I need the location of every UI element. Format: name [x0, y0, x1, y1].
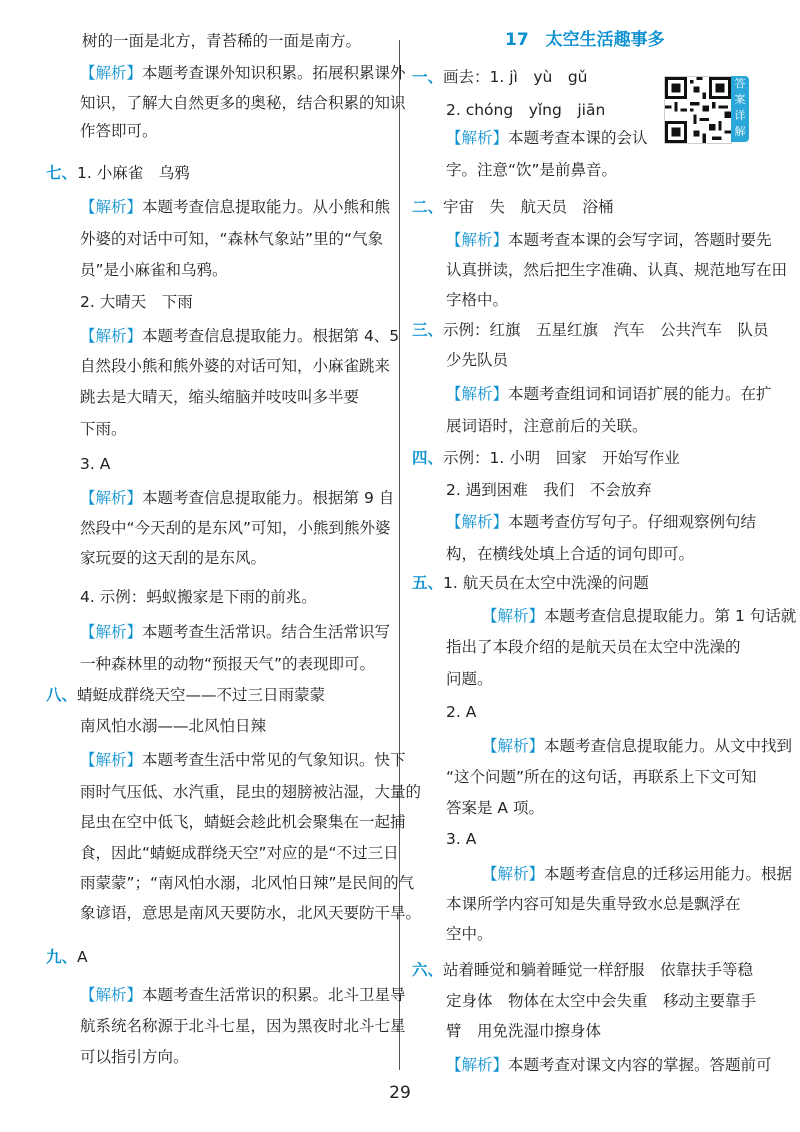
- right-line: 【解析】本题考查本课的会认: [446, 129, 648, 147]
- qr-answer-tag: 答案详解: [731, 76, 749, 142]
- right-line: 字。注意“饮”是前鼻音。: [446, 161, 618, 179]
- left-line: 七、1. 小麻雀 乌鸦: [46, 164, 190, 182]
- right-line: 二、宇宙 失 航天员 浴桶: [412, 198, 614, 216]
- left-line: 昆虫在空中低飞，蜻蜓会趁此机会聚集在一起捕: [80, 813, 406, 831]
- right-line: 【解析】本题考查组词和词语扩展的能力。在扩: [446, 385, 772, 403]
- left-line: 可以指引方向。: [80, 1048, 189, 1066]
- right-line: 【解析】本题考查信息提取能力。从文中找到: [482, 737, 793, 755]
- qr-code-icon: [664, 76, 732, 144]
- left-line: 外婆的对话中可知，“森林气象站”里的“气象: [80, 230, 384, 248]
- left-line: 九、A: [46, 948, 88, 966]
- right-line: 2. chóng yǐng jiān: [446, 101, 606, 119]
- left-line: 【解析】本题考查课外知识积累。拓展积累课外: [80, 64, 406, 82]
- left-line: 4. 示例：蚂蚁搬家是下雨的前兆。: [80, 588, 317, 606]
- right-line: 3. A: [446, 830, 477, 848]
- right-line: 2. A: [446, 703, 477, 721]
- page-number: 29: [389, 1083, 411, 1103]
- right-line: 【解析】本题考查信息提取能力。第 1 句话就: [482, 607, 797, 625]
- right-line: 本课所学内容可知是失重导致水总是飘浮在: [446, 895, 741, 913]
- left-line: 【解析】本题考查生活中常见的气象知识。快下: [80, 751, 406, 769]
- right-line: 臂 用免洗湿巾擦身体: [446, 1022, 602, 1040]
- left-line: 【解析】本题考查信息提取能力。根据第 4、5: [80, 327, 400, 345]
- left-line: 【解析】本题考查信息提取能力。根据第 9 自: [80, 489, 395, 507]
- right-line: “这个问题”所在的这句话，再联系上下文可知: [446, 768, 757, 786]
- right-line: 指出了本段介绍的是航天员在太空中洗澡的: [446, 638, 741, 656]
- left-line: 雨蒙蒙”；“南风怕水溺，北风怕日辣”是民间的气: [80, 874, 415, 892]
- right-line: 问题。: [446, 670, 493, 688]
- right-line: 字格中。: [446, 291, 509, 309]
- left-line: 【解析】本题考查信息提取能力。从小熊和熊: [80, 198, 391, 216]
- left-line: 员”是小麻雀和乌鸦。: [80, 261, 228, 279]
- left-line: 2. 大晴天 下雨: [80, 293, 193, 311]
- left-line: 然段中“今天刮的是东风”可知，小熊到熊外婆: [80, 519, 391, 537]
- left-line: 【解析】本题考查生活常识的积累。北斗卫星导: [80, 986, 406, 1004]
- right-line: 展词语时，注意前后的关联。: [446, 417, 648, 435]
- left-line: 雨时气压低、水汽重，昆虫的翅膀被沾湿，大量的: [80, 783, 422, 801]
- right-line: 一、画去：1. jì yù gǔ: [412, 68, 588, 86]
- left-line: 象谚语，意思是南风天要防水，北风天要防干旱。: [80, 904, 422, 922]
- right-line: 认真拼读，然后把生字准确、认真、规范地写在田: [446, 261, 788, 279]
- right-line: 三、示例：红旗 五星红旗 汽车 公共汽车 队员: [412, 321, 769, 339]
- right-line: 【解析】本题考查对课文内容的掌握。答题前可: [446, 1056, 772, 1074]
- right-line: 定身体 物体在太空中会失重 移动主要靠手: [446, 992, 757, 1010]
- left-line: 【解析】本题考查生活常识。结合生活常识写: [80, 623, 391, 641]
- right-line: 六、站着睡觉和躺着睡觉一样舒服 依靠扶手等稳: [412, 961, 754, 979]
- left-line: 下雨。: [80, 420, 127, 438]
- left-line: 食，因此“蜻蜓成群绕天空”对应的是“不过三日: [80, 844, 399, 862]
- right-line: 构，在横线处填上合适的词句即可。: [446, 545, 695, 563]
- left-line: 知识，了解大自然更多的奥秘，结合积累的知识: [80, 94, 406, 112]
- left-line: 3. A: [80, 455, 111, 473]
- left-line: 航系统名称源于北斗七星，因为黑夜时北斗七星: [80, 1017, 406, 1035]
- right-line: 少先队员: [446, 351, 509, 369]
- right-line: 空中。: [446, 925, 493, 943]
- right-line: 四、示例：1. 小明 回家 开始写作业: [412, 449, 680, 467]
- right-line: 答案是 A 项。: [446, 799, 544, 817]
- left-line: 跳去是大晴天，缩头缩脑并吱吱叫多半要: [80, 388, 360, 406]
- right-line: 【解析】本题考查信息的迁移运用能力。根据: [482, 865, 793, 883]
- lesson-title: 17 太空生活趣事多: [505, 30, 665, 50]
- left-line: 自然段小熊和熊外婆的对话可知，小麻雀跳来: [80, 357, 391, 375]
- left-line: 家玩耍的这天刮的是东风。: [80, 549, 267, 567]
- left-line: 八、蜻蜓成群绕天空——不过三日雨蒙蒙: [46, 686, 326, 704]
- right-line: 【解析】本题考查本课的会写字词，答题时要先: [446, 231, 772, 249]
- left-line: 一种森林里的动物“预报天气”的表现即可。: [80, 655, 376, 673]
- left-line: 树的一面是北方，青苔稀的一面是南方。: [82, 32, 362, 50]
- right-line: 五、1. 航天员在太空中洗澡的问题: [412, 574, 649, 592]
- right-line: 2. 遇到困难 我们 不会放弃: [446, 481, 652, 499]
- left-line: 作答即可。: [80, 122, 158, 140]
- left-line: 南风怕水溺——北风怕日辣: [80, 717, 267, 735]
- right-line: 【解析】本题考查仿写句子。仔细观察例句结: [446, 513, 757, 531]
